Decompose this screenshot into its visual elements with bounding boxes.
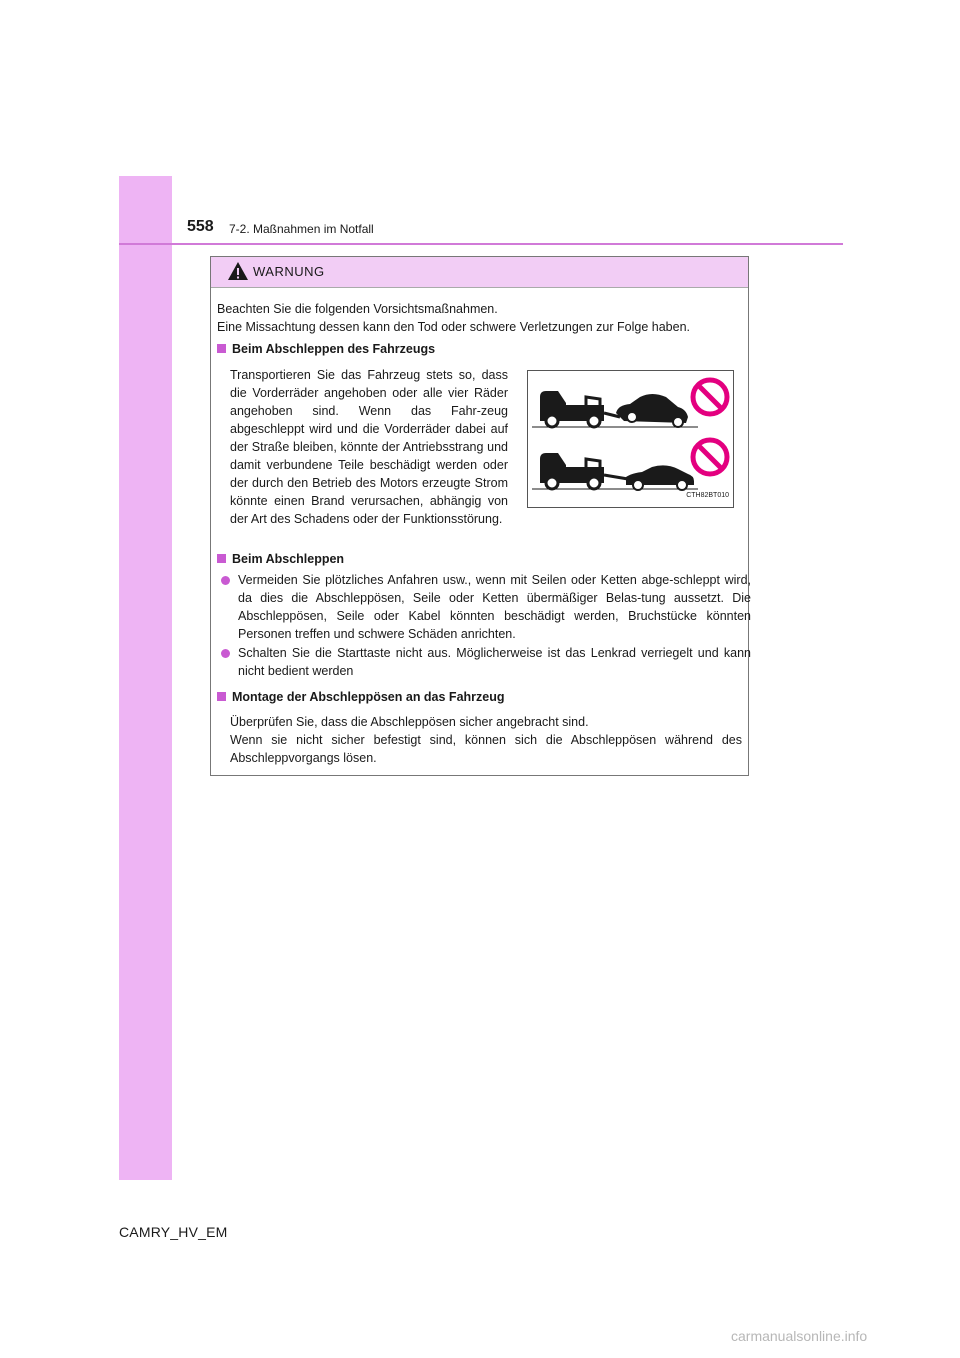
warning-box: WARNUNG Beachten Sie die folgenden Vorsichtsmaßnahmen. Eine Missachtung dessen kann den Tod oder schwere Verletzungen zur Folge haben. Beim Abschleppen des Fahrzeugs Transportieren Sie das Fahrzeug stets so, dass die Vorderräder angehoben oder alle vier Räder angehoben sind. Wenn das Fahr-zeug abgeschleppt wird und die Vorderräder dabei auf der Straße bleiben, könnte der Antriebsstrang und damit verbundene Teile beschädigt werden oder der durch den Betrieb des Motors erzeugte Strom könnte einen Brand verursachen, abhängig von der Art des Schadens oder der Funktionsstörung. CTH82BT010 Beim Abschleppen Vermeiden Sie plötzliches Anfahren usw., wenn mit Seilen oder Ketten abge-schleppt wird, da dies die Abschleppösen, Seile oder Ketten übermäßiger Belas-tung aussetzt. Die Abschleppösen, Seile oder Kabel könnten beschädigt werden, Bruchstücke könnten Personen treffen und schwere Schäden anrichten. Schalten Sie die Starttaste nicht aus. Möglicherweise ist das Lenkrad verriegelt und kann nicht bedient werden Montage der Abschleppösen an das Fahrzeug Überprüfen Sie, dass die Abschleppösen sicher angebracht sind. Wenn sie nicht sicher befestigt sind, können sich die Abschleppösen während des Abschleppvorgangs lösen. [210, 256, 749, 776]
header-rule [119, 243, 843, 245]
warning-intro [217, 300, 745, 336]
towing-eyelet-text: Überprüfen Sie, dass die Abschleppösen sicher angebracht sind. Wenn sie nicht sicher befestigt sind, können sich die Abschleppösen während des Abschleppvorgangs lösen. [230, 715, 742, 765]
square-bullet-icon [217, 692, 226, 701]
document-code: CAMRY_HV_EM [119, 1224, 228, 1240]
subheading-towing-vehicle: Beim Abschleppen des Fahrzeugs [217, 340, 435, 358]
section-title: 7-2. Maßnahmen im Notfall [229, 222, 374, 236]
warning-triangle-icon [227, 261, 249, 281]
square-bullet-icon [217, 344, 226, 353]
round-bullet-icon [221, 576, 230, 585]
round-bullet-icon [221, 649, 230, 658]
subheading-towing-eyelet: Montage der Abschleppösen an das Fahrzeug [217, 688, 505, 706]
square-bullet-icon [217, 554, 226, 563]
chapter-sidebar [119, 176, 172, 1180]
warning-label: WARNUNG [253, 264, 325, 279]
towing-illustration [527, 370, 734, 508]
page-number: 558 [187, 218, 214, 235]
intro-line: Eine Missachtung dessen kann den Tod oder schwere Verletzungen zur Folge haben. [217, 320, 690, 334]
figure-code: CTH82BT010 [686, 492, 729, 499]
subheading-towing: Beim Abschleppen [217, 550, 344, 568]
watermark: carmanualsonline.info [731, 1328, 868, 1344]
intro-line: Beachten Sie die folgenden Vorsichtsmaßnahmen. [217, 302, 498, 316]
warning-header [211, 257, 748, 288]
towing-vehicle-text: Transportieren Sie das Fahrzeug stets so, dass die Vorderräder angehoben oder alle vier Räder angehoben sind. Wenn das Fahr-zeug abgeschleppt wird und die Vorderräder dabei auf der Straße bleiben, könnte der Antriebsstrang und damit verbundene Teile beschädigt werden oder der durch den Betrieb des Motors erzeugte Strom könnte einen Brand verursachen, abhängig von der Art des Schadens oder der Funktionsstörung. [230, 368, 508, 526]
